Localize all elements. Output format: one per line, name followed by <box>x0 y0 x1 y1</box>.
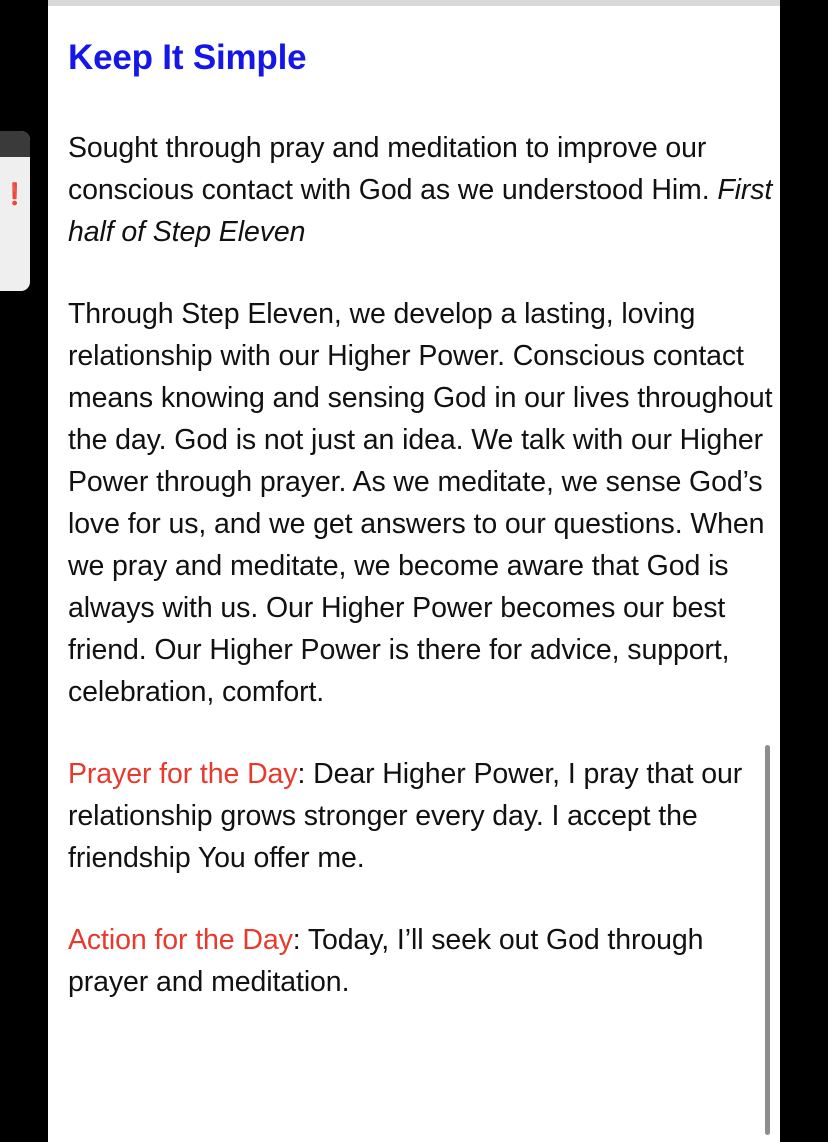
document-page <box>48 0 780 1142</box>
vertical-scrollbar[interactable] <box>770 0 775 1142</box>
paragraph-prayer <box>68 753 780 879</box>
scrollbar-thumb[interactable] <box>765 745 770 1135</box>
action-label: Action for the Day <box>68 924 293 956</box>
right-device-gutter <box>780 0 828 1142</box>
quote-text: Sought through pray and meditation to improve our conscious contact with God as we understood Him. <box>68 132 718 206</box>
page-title: Keep It Simple <box>68 38 307 77</box>
prayer-label: Prayer for the Day <box>68 758 298 790</box>
paragraph-body: Through Step Eleven, we develop a lasting, loving relationship with our Higher Power. Conscious contact means knowing and sensing God in our lives throughout the day. God is not just an idea. We talk with our Higher Power through prayer. As we meditate, we sense God’s love for us, and we get answers to our questions. When we pray and meditate, we become aware that God is always with us. Our Higher Power becomes our best friend. Our Higher Power is there for advice, support, celebration, comfort. <box>68 298 773 708</box>
edge-tab-header <box>0 131 30 157</box>
action-text: : Today, I’ll seek out God through prayer and meditation. <box>68 924 704 998</box>
edge-tab-handle[interactable] <box>0 131 30 291</box>
exclamation-icon: ❗ <box>1 183 29 206</box>
quote-citation: First half of Step Eleven <box>68 174 773 248</box>
paragraph-action <box>68 919 780 1003</box>
prayer-text: : Dear Higher Power, I pray that our relationship grows stronger every day. I accept the friendship You offer me. <box>68 758 743 874</box>
document-content <box>68 6 780 1003</box>
paragraph-quote <box>68 127 780 253</box>
